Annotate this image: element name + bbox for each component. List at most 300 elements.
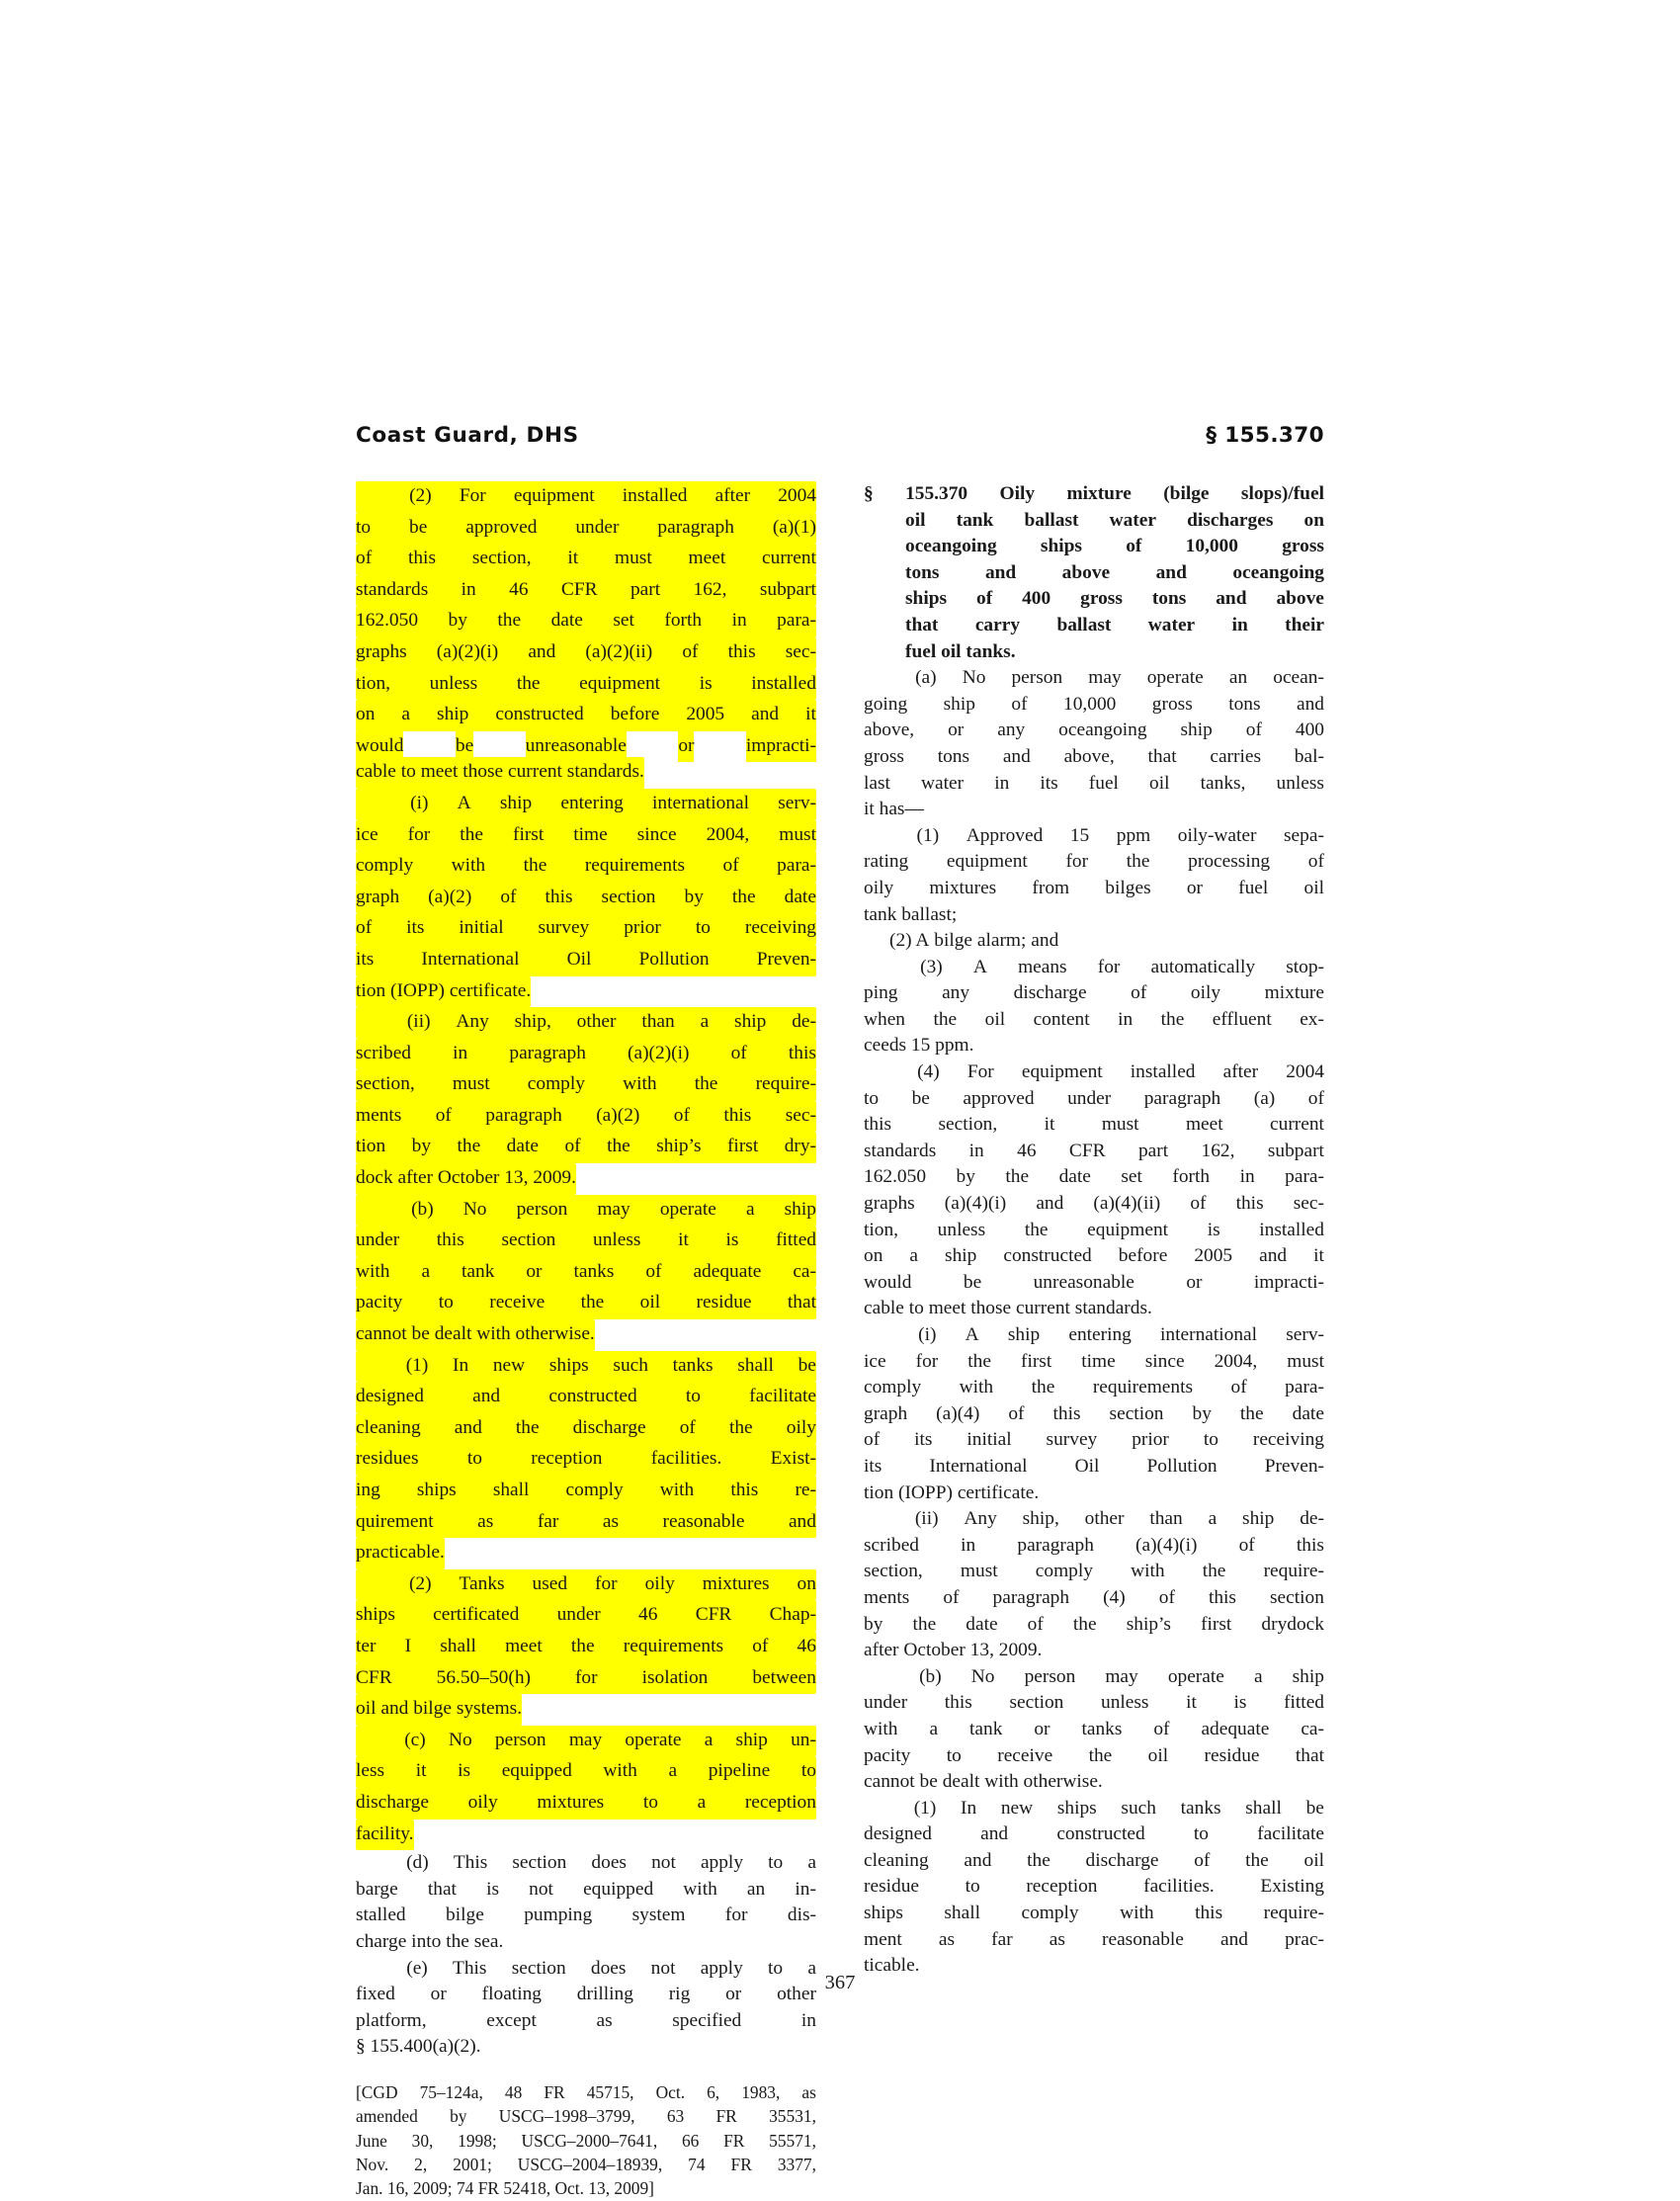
word: date [550, 610, 583, 632]
text-line [356, 1507, 816, 1539]
word: oil [1149, 772, 1170, 794]
word: from [1032, 877, 1070, 898]
word: standards. [561, 761, 644, 783]
word: under [556, 1604, 601, 1626]
word: other [777, 1984, 816, 2005]
word: of [976, 588, 993, 610]
word: oil [639, 1292, 661, 1313]
word: may [568, 1729, 603, 1750]
word: ca- [793, 1260, 816, 1282]
word: of [1307, 1087, 1324, 1109]
word: in [961, 1534, 976, 1556]
text-line [356, 1069, 816, 1101]
section-heading [864, 481, 1324, 665]
word: dis- [787, 1905, 816, 1926]
word: of [1008, 1402, 1025, 1424]
word: No [462, 1198, 487, 1220]
word: 45715, [586, 2081, 634, 2102]
text-line [356, 1288, 816, 1319]
word: to [395, 761, 416, 783]
word: facility. [356, 1822, 414, 1844]
word: the [497, 610, 522, 632]
word: 55571, [769, 2130, 816, 2151]
text-line [864, 1427, 1324, 1454]
word: 46 [797, 1635, 816, 1656]
word: cable [864, 1298, 904, 1319]
word: in [461, 578, 476, 600]
word: 66 [681, 2130, 700, 2151]
word: to [864, 1087, 880, 1109]
left-column [356, 481, 816, 2199]
text-line [864, 1533, 1324, 1560]
word: 155.370 [905, 483, 968, 504]
word: (a)(2) [428, 886, 472, 907]
word: is [1233, 1692, 1247, 1714]
word: of [1126, 536, 1142, 557]
word: USCG–2000–7641, [521, 2130, 658, 2151]
word: a [668, 1760, 678, 1782]
text-line [356, 2153, 816, 2176]
text-line [356, 757, 644, 789]
word: unreasonable [526, 731, 627, 763]
word: gross [1151, 693, 1193, 715]
word: USCG–2004–18939, [517, 2155, 663, 2175]
text-line [864, 1112, 1324, 1139]
word: tons [937, 745, 970, 767]
text-line [356, 513, 816, 545]
word: designed [356, 1386, 424, 1407]
text-line [864, 1612, 1324, 1639]
word: discharge [1013, 982, 1087, 1004]
text-line [864, 560, 1324, 587]
word: in [800, 2009, 816, 2031]
word: tons [1151, 588, 1187, 610]
word: by [448, 610, 467, 632]
word: (bilge [1163, 483, 1210, 504]
word: impracti- [1253, 1271, 1324, 1293]
word: be [1305, 1797, 1324, 1819]
word: 162, [1201, 1140, 1235, 1161]
word: and [964, 1849, 992, 1871]
word: standards [864, 1140, 937, 1161]
text-line [356, 1694, 522, 1726]
word: (a)(4)(i) [1135, 1534, 1198, 1556]
text-line [356, 1132, 816, 1163]
word: bilges [1105, 877, 1151, 898]
word: ship [499, 792, 533, 813]
word: (a)(4)(i) [944, 1193, 1007, 1215]
word: and [472, 1386, 501, 1407]
word: this [407, 548, 436, 569]
word: as [596, 2009, 613, 2031]
word: under [575, 516, 620, 538]
word: and [1155, 561, 1187, 583]
word: installed [622, 485, 688, 506]
word: and [376, 1698, 409, 1720]
word: § [356, 2036, 366, 2058]
text-line [356, 789, 816, 820]
text-line [864, 508, 1324, 535]
word: their [1285, 614, 1324, 635]
word: ing [356, 1480, 380, 1500]
word: tank [462, 1260, 495, 1282]
word: bilge [446, 1905, 484, 1926]
paragraph [864, 665, 1324, 823]
word: (a) [915, 667, 937, 689]
word: 74 [688, 2155, 706, 2175]
word: prior [1132, 1429, 1169, 1451]
word: must [1101, 1114, 1139, 1136]
word: on [356, 704, 376, 725]
word: for [724, 1905, 748, 1926]
text-line [864, 692, 1324, 719]
word: with [1120, 1903, 1154, 1924]
word: facilitate [1257, 1823, 1324, 1845]
word: (IOPP) [385, 979, 445, 1001]
word: This [453, 1957, 487, 1979]
text-line [356, 669, 816, 701]
word: it [567, 548, 579, 569]
text-line [864, 849, 1324, 876]
word: graphs [864, 1193, 915, 1215]
word: 2004 [778, 485, 816, 506]
text-line [864, 1164, 1324, 1191]
word: Jan. [356, 2178, 383, 2199]
word: facilitate [749, 1386, 816, 1407]
word: on [797, 1572, 816, 1594]
word: the [1072, 1613, 1097, 1635]
word: CFR [695, 1604, 732, 1626]
word: section [511, 1957, 566, 1979]
word: of [1131, 982, 1147, 1004]
word: with [471, 1323, 511, 1345]
word: Any [456, 1011, 489, 1033]
word: (a)(2)(i) [628, 1042, 690, 1063]
word: this [1052, 1402, 1081, 1424]
right-column [864, 481, 1324, 1977]
word: residue [1204, 1744, 1260, 1766]
word: tion, [356, 672, 391, 694]
word: Preven- [756, 948, 816, 970]
text-line [356, 1319, 595, 1351]
word: date [506, 1136, 539, 1157]
word: require- [1263, 1903, 1324, 1924]
word: those [458, 761, 504, 783]
text-line [356, 1476, 816, 1507]
paragraph [864, 1322, 1324, 1506]
word: the [441, 1930, 469, 1952]
word: section [1270, 1586, 1324, 1608]
word: is [1207, 1219, 1220, 1240]
word: platform, [356, 2009, 427, 2031]
word: certificate. [952, 1481, 1040, 1503]
word: Tanks [459, 1572, 505, 1594]
word: Oct. [655, 2081, 686, 2102]
word: tank [969, 1718, 1003, 1739]
word: comply [356, 855, 414, 877]
text-line [864, 1796, 1324, 1822]
word: charge [356, 1930, 407, 1952]
word: it [678, 1229, 689, 1251]
word: 2, [414, 2155, 428, 2175]
word: rig [668, 1984, 691, 2005]
text-line [356, 731, 816, 758]
text-line [356, 700, 816, 731]
word: it [415, 1760, 427, 1782]
word: equipped [501, 1760, 572, 1782]
word: CFR [356, 1666, 392, 1688]
word: Approved [966, 824, 1044, 846]
word: section [1109, 1402, 1164, 1424]
word: ca- [1301, 1718, 1324, 1739]
paragraph [356, 789, 816, 1007]
word: subpart [1267, 1140, 1324, 1161]
word: shall [440, 1635, 476, 1656]
word: ship [945, 1245, 977, 1267]
word: that [1295, 1744, 1324, 1766]
word: and [788, 1510, 816, 1532]
word: reasonable [1102, 1928, 1184, 1950]
word: with [659, 1480, 695, 1500]
word: ppm [1116, 824, 1151, 846]
text-line [356, 1726, 816, 1757]
word: para- [777, 855, 816, 877]
word: initial [459, 917, 504, 939]
word: part [630, 578, 661, 600]
word: with [623, 1073, 657, 1095]
word: slops)/fuel [1240, 483, 1324, 504]
word: Any [964, 1508, 997, 1530]
word: to [685, 1386, 701, 1407]
word: this [545, 886, 573, 907]
word: para- [1285, 1166, 1324, 1188]
word: cleaning [864, 1849, 929, 1871]
word: Existing [1260, 1876, 1324, 1898]
word: tons [1228, 693, 1261, 715]
word: carry [974, 614, 1021, 635]
text-line [864, 1769, 1324, 1796]
word: paragraph [509, 1042, 586, 1063]
word: Oct. [550, 2178, 584, 2199]
text-line [356, 913, 816, 945]
word: on [1303, 509, 1324, 531]
word: between [752, 1666, 816, 1688]
word: 162.050 [356, 610, 419, 632]
word: shall [492, 1480, 530, 1500]
word: fuel [1238, 877, 1269, 898]
word: reception [744, 1791, 816, 1813]
word: para- [1285, 1377, 1324, 1398]
word: oily [644, 1572, 675, 1594]
paragraph [864, 928, 1324, 955]
word: standards. [1069, 1298, 1152, 1319]
word: a [807, 1852, 816, 1874]
word: cannot [356, 1323, 407, 1345]
word: any [942, 982, 970, 1004]
word: after [1222, 1061, 1259, 1083]
word: prior [624, 917, 661, 939]
word: § [864, 483, 874, 504]
word: certificate. [444, 979, 532, 1001]
word: discharge [356, 1791, 429, 1813]
word: or [526, 1260, 543, 1282]
word: (1) [405, 1354, 429, 1376]
word: not [529, 1878, 553, 1900]
text-line [356, 481, 816, 513]
word: graph [864, 1402, 908, 1424]
text-line [864, 1243, 1324, 1270]
word: to [695, 917, 711, 939]
word: of [730, 1042, 747, 1063]
word: No [962, 667, 986, 689]
word: the [912, 1613, 937, 1635]
word: 3377, [777, 2155, 816, 2175]
word: 1983, [741, 2081, 781, 2102]
word: floating [481, 1984, 542, 2005]
word: tons [905, 561, 940, 583]
word: A [457, 792, 471, 813]
word: 2004 [1286, 1061, 1324, 1083]
word: in [1239, 1166, 1255, 1188]
word: to [466, 1448, 482, 1470]
paragraph [356, 1850, 816, 1955]
word: section, [356, 1073, 415, 1095]
word: unreasonable [1033, 1271, 1134, 1293]
word: to [642, 1791, 658, 1813]
text-line [864, 1349, 1324, 1376]
word: ship, [1022, 1508, 1059, 1530]
word: does [591, 1852, 627, 1874]
word: and [984, 561, 1017, 583]
word: oil [905, 509, 926, 531]
word: section [1009, 1692, 1064, 1714]
text-line [864, 744, 1324, 771]
word: equipment [1021, 1061, 1103, 1083]
word: or [1186, 877, 1203, 898]
citation-block [356, 2080, 816, 2201]
word: system [631, 1905, 686, 1926]
word: may [1088, 667, 1122, 689]
word: (d) [406, 1852, 429, 1874]
word: by [1192, 1402, 1212, 1424]
word: (ii) [914, 1508, 939, 1530]
word: above, [1063, 745, 1115, 767]
word: ticable. [864, 1955, 920, 1977]
word: or [678, 731, 694, 763]
word: 46 [1017, 1140, 1037, 1161]
word: [CGD [356, 2081, 398, 2102]
word: must [960, 1561, 998, 1582]
text-line [356, 1039, 816, 1070]
text-line [356, 1756, 816, 1788]
word: oil [1303, 1849, 1324, 1871]
word: be [911, 1087, 930, 1109]
word: a [700, 1011, 710, 1033]
text-line [864, 1901, 1324, 1927]
word: prac- [1285, 1928, 1324, 1950]
word: automatically [1150, 956, 1256, 977]
word: 15 [906, 1035, 931, 1057]
word: be [456, 731, 473, 763]
word: this [730, 1480, 759, 1500]
word: carries [1210, 745, 1262, 767]
word: of [864, 1429, 881, 1451]
word: ocean- [1273, 667, 1324, 689]
word: of [1194, 1849, 1211, 1871]
word: for [407, 823, 431, 845]
word: facilities. [1143, 1876, 1215, 1898]
word: Exist- [770, 1448, 816, 1470]
word: de- [1300, 1508, 1324, 1530]
word: 2009] [610, 2178, 654, 2199]
paragraph [356, 481, 816, 789]
word: tion, [864, 1219, 899, 1240]
word: and [751, 704, 780, 725]
word: No [970, 1665, 995, 1687]
word: paragraph [657, 516, 734, 538]
text-line [356, 1820, 414, 1851]
word: date [966, 1613, 998, 1635]
word: since [636, 823, 677, 845]
word: may [1105, 1665, 1138, 1687]
word: Pollution [1146, 1455, 1218, 1477]
text-line [864, 1007, 1324, 1034]
word: unless [429, 672, 478, 694]
text-line [356, 1007, 816, 1039]
word: ping [864, 982, 898, 1004]
word: that [1147, 745, 1177, 767]
word: of [722, 855, 739, 877]
word: ships [1040, 536, 1082, 557]
word: October [898, 1640, 966, 1661]
word: ship [437, 704, 469, 725]
word: drilling [576, 1984, 633, 2005]
word: and [1220, 1928, 1248, 1950]
text-line [356, 2034, 816, 2061]
paragraph [356, 1351, 816, 1569]
word: (a)(2) [596, 1104, 640, 1126]
word: the [967, 1350, 991, 1372]
word: above [1061, 561, 1111, 583]
word: apply [700, 1852, 744, 1874]
word: after [714, 485, 751, 506]
text-line [864, 771, 1324, 798]
word: For [966, 1061, 994, 1083]
word: before [1118, 1245, 1168, 1267]
word: with [683, 1878, 717, 1900]
text-line [864, 586, 1324, 613]
word: and [1002, 745, 1031, 767]
word: alarm; [972, 930, 1027, 952]
word: a [1253, 1665, 1263, 1687]
word: to [903, 1298, 924, 1319]
word: Pollution [638, 948, 710, 970]
word: ships [416, 1480, 457, 1500]
word: any [997, 720, 1026, 741]
word: part [1137, 1140, 1169, 1161]
text-line [356, 1600, 816, 1632]
word: ships [548, 1354, 589, 1376]
word: and [1216, 588, 1247, 610]
text-line [864, 1638, 1324, 1664]
text-line [356, 2129, 816, 2153]
text-line [864, 797, 1324, 823]
word: 2004, [706, 823, 750, 845]
word: a [697, 1791, 707, 1813]
word: pumping [524, 1905, 593, 1926]
word: is [699, 672, 713, 694]
word: operate [625, 1729, 682, 1750]
